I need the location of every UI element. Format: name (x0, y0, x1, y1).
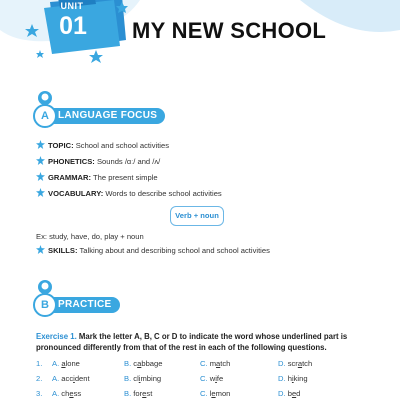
star-bullet-icon (36, 172, 45, 181)
focus-item-vocabulary: VOCABULARY: Words to describe school activities (36, 188, 222, 198)
section-b-circle (33, 293, 57, 317)
star-bullet-icon (36, 188, 45, 197)
question-row (36, 359, 376, 371)
focus-item-grammar: GRAMMAR: The present simple (36, 172, 158, 182)
option-b[interactable]: B. cabbage (124, 359, 163, 368)
option-c[interactable]: C. match (200, 359, 231, 368)
section-a-circle (33, 104, 57, 128)
star-bullet-icon (36, 245, 45, 254)
question-number: 3. (36, 389, 43, 398)
section-b-letter: B (41, 299, 49, 311)
star-bullet-icon (36, 140, 45, 149)
unit-label: UNIT (60, 1, 84, 11)
section-a-letter: A (41, 110, 49, 122)
option-d[interactable]: D. bed (278, 389, 301, 398)
section-a-label: LANGUAGE FOCUS (40, 108, 165, 124)
section-b-label: PRACTICE (40, 297, 120, 313)
focus-item-skills: SKILLS: Talking about and describing school and school activities (36, 245, 270, 255)
question-row (36, 374, 376, 386)
option-a[interactable]: A. alone (52, 359, 80, 368)
option-b[interactable]: B. forest (124, 389, 153, 398)
focus-item-phonetics: PHONETICS: Sounds /ɑː/ and /ʌ/ (36, 156, 160, 166)
exercise-text: Mark the letter A, B, C or D to indicate the word whose underlined part is pronounced differently from that of the rest in each of the following questions. (36, 332, 348, 352)
unit-number: 01 (59, 12, 87, 40)
exercise-label: Exercise 1. (36, 332, 77, 341)
question-number: 2. (36, 374, 43, 383)
exercise-instruction (36, 332, 366, 353)
option-a[interactable]: A. chess (52, 389, 82, 398)
option-c[interactable]: C. lemon (200, 389, 231, 398)
option-a[interactable]: A. accident (52, 374, 90, 383)
section-language-focus (0, 100, 200, 122)
section-practice (0, 289, 200, 311)
option-d[interactable]: D. scratch (278, 359, 313, 368)
focus-item-topic: TOPIC: School and school activities (36, 140, 169, 150)
example-text: Ex: study, have, do, play + noun (36, 232, 144, 241)
question-row (36, 389, 376, 400)
vocab-box: Verb + noun (170, 206, 224, 226)
option-d[interactable]: D. hiking (278, 374, 308, 383)
page-title: MY NEW SCHOOL (132, 18, 327, 43)
option-b[interactable]: B. climbing (124, 374, 162, 383)
star-bullet-icon (36, 156, 45, 165)
question-number: 1. (36, 359, 43, 368)
option-c[interactable]: C. wife (200, 374, 224, 383)
